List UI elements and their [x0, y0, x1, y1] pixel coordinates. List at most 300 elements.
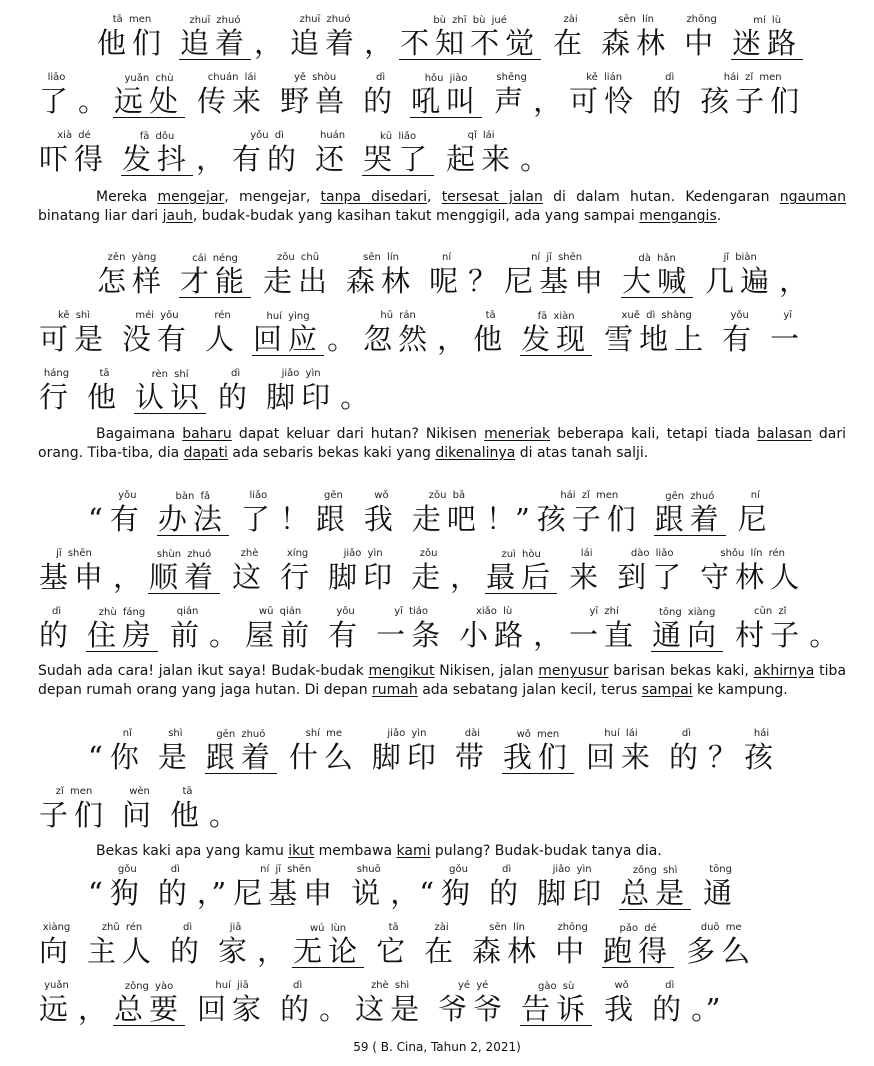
word [651, 980, 688, 1026]
word [315, 490, 352, 536]
hanzi: 多么 [686, 934, 757, 968]
hanzi: 我 [363, 502, 399, 536]
word [96, 14, 168, 60]
chinese-line [38, 548, 850, 594]
word [410, 548, 447, 594]
word [350, 864, 387, 910]
hanzi: 家 [218, 934, 254, 968]
pinyin: dì [230, 368, 241, 379]
hanzi: 跟着 [205, 740, 276, 774]
hanzi: 它 [376, 934, 412, 968]
hanzi: 迷路 [732, 26, 803, 60]
pinyin: bàn fǎ [175, 491, 211, 502]
hanzi: 中 [684, 26, 720, 60]
punctuation: ！ [279, 502, 309, 536]
hanzi: 总要 [114, 992, 185, 1026]
hanzi: 呢 [429, 264, 465, 298]
pinyin: hái [753, 728, 770, 739]
malay-paragraph [38, 188, 846, 226]
malay-text: barisan bekas kaki, [608, 663, 754, 679]
pinyin: chuán lái [207, 72, 257, 83]
hanzi: 忽然 [363, 322, 434, 356]
pinyin: gēn zhuó [216, 729, 266, 740]
pinyin: huí jiā [215, 980, 249, 991]
word [109, 728, 146, 774]
word [493, 72, 530, 118]
pinyin: zǒu [419, 548, 438, 559]
pinyin: zài [434, 922, 449, 933]
hanzi: 带 [454, 740, 490, 774]
punctuation: ， [78, 992, 108, 1026]
pinyin: hǒu jiào [424, 73, 468, 84]
malay-text: di dalam hutan. Kedengaran [542, 189, 780, 205]
pinyin: dì [665, 980, 675, 991]
pinyin: zuì hòu [501, 549, 541, 560]
word [651, 72, 688, 118]
word [232, 864, 339, 910]
word [204, 310, 241, 356]
pinyin: gēn zhuó [665, 491, 715, 502]
pinyin: yuǎn [44, 980, 69, 991]
word [38, 786, 110, 832]
word [38, 548, 110, 594]
pinyin: tā [485, 310, 496, 321]
hanzi: 声 [494, 84, 530, 118]
punctuation: ， [254, 26, 284, 60]
punctuation: ， [533, 618, 563, 652]
hanzi: 走出 [263, 264, 334, 298]
hanzi: 跑得 [603, 934, 674, 968]
pinyin: dì [681, 728, 692, 739]
malay-vocab-underlined: mengejar [157, 189, 225, 205]
hanzi: 追着 [290, 26, 361, 60]
pinyin: sēn lín [489, 922, 526, 933]
pinyin: gǒu [449, 864, 468, 875]
pinyin: kě shì [57, 310, 91, 321]
pinyin: zǒu bā [428, 490, 466, 501]
hanzi: 你 [109, 740, 145, 774]
hanzi: 起来 [446, 142, 517, 176]
word [603, 980, 640, 1026]
hanzi: 守林人 [700, 560, 806, 594]
hanzi: 认识 [135, 380, 206, 414]
hanzi: 的 [170, 934, 206, 968]
malay-text: di atas tanah salji. [515, 445, 649, 461]
pinyin: huí lái [604, 728, 638, 739]
word [38, 130, 110, 176]
hanzi: 跟着 [654, 502, 725, 536]
pinyin: xià dé [57, 130, 91, 141]
malay-text: Bekas kaki apa yang kamu [96, 843, 289, 859]
vocab-word-underlined [121, 131, 193, 176]
word [616, 548, 688, 594]
pinyin: wǒ [614, 980, 629, 991]
word [265, 368, 337, 414]
hanzi: 子们 [39, 798, 110, 832]
chinese-line [38, 980, 850, 1026]
pinyin: qǐ lái [467, 130, 495, 141]
pinyin: huí yìng [266, 311, 310, 322]
vocab-word-underlined [485, 549, 557, 594]
pinyin: gēn [323, 490, 343, 501]
punctuation: “ [88, 502, 103, 536]
word [157, 728, 194, 774]
malay-paragraph [38, 662, 846, 700]
hanzi: 这是 [355, 992, 426, 1026]
punctuation: ， [437, 322, 467, 356]
pinyin: yé yé [457, 980, 489, 991]
pinyin: duō me [700, 922, 742, 933]
punctuation: ， [196, 142, 226, 176]
word [362, 310, 434, 356]
malay-paragraph [38, 425, 846, 463]
hanzi: 吓得 [39, 142, 110, 176]
hanzi: 爷爷 [438, 992, 509, 1026]
hanzi: 走 [411, 560, 447, 594]
vocab-word-underlined [654, 491, 726, 536]
pinyin: dì [51, 606, 62, 617]
pinyin: tā men [112, 14, 152, 25]
word [314, 130, 351, 176]
word [362, 72, 399, 118]
malay-vocab-underlined: tersesat jalan [441, 189, 543, 205]
word [375, 606, 447, 652]
punctuation: “ [88, 876, 103, 910]
malay-text: Mereka [96, 189, 158, 205]
hanzi: 告诉 [521, 992, 592, 1026]
pinyin: jī shēn [56, 548, 92, 559]
vocab-word-underlined [292, 923, 364, 968]
malay-vocab-underlined: kami [396, 843, 431, 859]
pinyin: dì [665, 72, 675, 83]
word [121, 310, 193, 356]
hanzi: 怎样 [97, 264, 168, 298]
word [244, 606, 316, 652]
pinyin: jiǎo yìn [281, 368, 321, 379]
word [109, 864, 146, 910]
hanzi: 远 [39, 992, 75, 1026]
pinyin: hái zǐ men [560, 490, 619, 501]
hanzi: 的 [218, 380, 254, 414]
pinyin: cái néng [192, 253, 238, 264]
word [603, 310, 710, 356]
hanzi: 回应 [253, 322, 324, 356]
pinyin: dì [182, 922, 193, 933]
hanzi: 了 [39, 84, 75, 118]
word [472, 310, 509, 356]
hanzi: 森林 [346, 264, 417, 298]
word [699, 72, 806, 118]
hanzi: 了 [240, 502, 276, 536]
hanzi: 的 [652, 84, 688, 118]
pinyin: xiàng [42, 922, 71, 933]
word [279, 548, 316, 594]
pinyin: hái zǐ men [723, 72, 782, 83]
pinyin: mí lù [753, 15, 782, 26]
pinyin: hū rán [380, 310, 416, 321]
hanzi: 的 [39, 618, 75, 652]
word [734, 606, 806, 652]
malay-vocab-underlined: ngauman [779, 189, 847, 205]
word [554, 922, 591, 968]
pinyin: fā xiàn [537, 311, 575, 322]
hanzi: 回家 [197, 992, 268, 1026]
hanzi: 大喊 [622, 264, 693, 298]
hanzi: 的 [363, 84, 399, 118]
pinyin: zhù fáng [98, 607, 146, 618]
word [38, 72, 75, 118]
word [169, 606, 206, 652]
hanzi: 雪地上 [604, 322, 710, 356]
word [327, 548, 399, 594]
malay-vocab-underlined: tanpa disedari [320, 189, 427, 205]
word [568, 606, 640, 652]
pinyin: lái [580, 548, 593, 559]
vocab-word-underlined [502, 729, 574, 774]
malay-text: . [716, 208, 722, 224]
hanzi: 总是 [620, 876, 691, 910]
chinese-line [96, 14, 850, 60]
vocab-word-underlined [520, 981, 592, 1026]
pinyin: zhōng [557, 922, 588, 933]
malay-vocab-underlined: sampai [641, 682, 693, 698]
word [458, 606, 530, 652]
malay-text: beberapa kali, tetapi tiada [550, 426, 758, 442]
hanzi: 是 [157, 740, 193, 774]
hanzi: 顺着 [149, 560, 220, 594]
pinyin: yī zhí [589, 606, 619, 617]
vocab-word-underlined [362, 131, 434, 176]
pinyin: fā dǒu [139, 131, 175, 142]
hanzi: 的 [157, 876, 193, 910]
word [585, 728, 657, 774]
pinyin: yǒu dì [250, 130, 284, 141]
punctuation: ？ [468, 264, 498, 298]
pinyin: wú lùn [310, 923, 347, 934]
hanzi: 野兽 [280, 84, 351, 118]
hanzi: 的 [489, 876, 525, 910]
word [668, 728, 705, 774]
pinyin: ní jī shēn [260, 864, 312, 875]
word [217, 922, 254, 968]
malay-vocab-underlined: dikenalinya [435, 445, 516, 461]
hanzi: 屋前 [245, 618, 316, 652]
vocab-word-underlined [520, 311, 592, 356]
hanzi: 到了 [617, 560, 688, 594]
chinese-line [96, 252, 850, 298]
word [428, 252, 465, 298]
vocab-word-underlined [399, 15, 541, 60]
vocab-word-underlined [113, 73, 185, 118]
word [169, 922, 206, 968]
word [363, 490, 400, 536]
pinyin: rèn shí [151, 369, 189, 380]
vocab-word-underlined [205, 729, 277, 774]
word [536, 490, 643, 536]
word [423, 922, 460, 968]
pinyin: wū qián [258, 606, 302, 617]
hanzi: 有的 [232, 142, 303, 176]
pinyin: zhǔ rén [101, 922, 143, 933]
malay-text: Sudah ada cara! jalan ikut saya! Budak-budak [38, 663, 369, 679]
hanzi: 才能 [180, 264, 251, 298]
pinyin: zǒng yào [124, 981, 174, 992]
pinyin: yǒu [118, 490, 137, 501]
pinyin: jiǎo yìn [343, 548, 383, 559]
hanzi: 有 [722, 322, 758, 356]
pinyin: ní jī shēn [531, 252, 583, 263]
word [683, 14, 720, 60]
pinyin: zǒng shì [632, 865, 678, 876]
word [38, 310, 110, 356]
hanzi: 行 [280, 560, 316, 594]
punctuation: 。 [327, 322, 357, 356]
hanzi: 没有 [122, 322, 193, 356]
word [721, 310, 758, 356]
hanzi: 基申 [39, 560, 110, 594]
punctuation: ， [533, 84, 563, 118]
pinyin: gào sù [537, 981, 575, 992]
chinese-line [38, 606, 850, 652]
hanzi: 还 [315, 142, 351, 176]
word [86, 368, 123, 414]
vocab-word-underlined [252, 311, 324, 356]
chinese-line [38, 130, 850, 176]
pinyin: jiā [229, 922, 242, 933]
hanzi: 孩子们 [700, 84, 806, 118]
word [96, 252, 168, 298]
pinyin: dà hǎn [638, 253, 676, 264]
chinese-line [38, 922, 850, 968]
pinyin: rén [214, 310, 231, 321]
hanzi: 这 [232, 560, 268, 594]
hanzi: 狗 [109, 876, 145, 910]
pinyin: ní [442, 252, 452, 263]
pinyin: zài [563, 14, 578, 25]
hanzi: 一条 [376, 618, 447, 652]
pinyin: sēn lín [363, 252, 399, 263]
chinese-line [38, 368, 850, 414]
pinyin: wǒ [374, 490, 389, 501]
vocab-word-underlined [86, 607, 158, 652]
hanzi: 中 [555, 934, 591, 968]
malay-text: binatang liar dari [38, 208, 163, 224]
word [231, 548, 268, 594]
pinyin: huán [319, 130, 346, 141]
hanzi: 我 [604, 992, 640, 1026]
hanzi: 行 [39, 380, 75, 414]
word [375, 922, 412, 968]
hanzi: 向 [39, 934, 75, 968]
pinyin: méi yǒu [135, 310, 179, 321]
hanzi: 无论 [293, 934, 364, 968]
word [371, 728, 443, 774]
word [568, 548, 605, 594]
punctuation: ？ [707, 740, 737, 774]
chinese-line [38, 310, 850, 356]
hanzi: 问 [122, 798, 158, 832]
hanzi: 主人 [87, 934, 158, 968]
pinyin: pǎo dé [619, 923, 657, 934]
malay-text: pulang? Budak-budak tanya dia. [430, 843, 662, 859]
pinyin: zhè shì [370, 980, 410, 991]
punctuation: 。 [809, 618, 839, 652]
word [121, 786, 158, 832]
punctuation: ，” [196, 876, 227, 910]
word [196, 72, 268, 118]
vocab-word-underlined [731, 15, 803, 60]
pinyin: jǐ biàn [723, 252, 757, 263]
word [217, 368, 254, 414]
hanzi: 的 [652, 992, 688, 1026]
hanzi: 狗 [441, 876, 477, 910]
malay-text: Bagaimana [96, 426, 183, 442]
pinyin: yǒu [730, 310, 749, 321]
pinyin: zěn yàng [107, 252, 157, 263]
hanzi: 脚印 [266, 380, 337, 414]
pinyin: yǒu [336, 606, 355, 617]
malay-vocab-underlined: akhirnya [753, 663, 815, 679]
word [536, 864, 608, 910]
pinyin: yuǎn chù [124, 73, 174, 84]
pinyin: liǎo [249, 490, 268, 501]
word [288, 728, 360, 774]
pinyin: shí me [305, 728, 343, 739]
word [437, 980, 509, 1026]
word [704, 252, 776, 298]
malay-text: ada sebatang jalan kecil, terus [417, 682, 642, 698]
word [699, 548, 806, 594]
page-footer: 59 ( B. Cina, Tahun 2, 2021) [353, 1040, 521, 1054]
malay-vocab-underlined: balasan [757, 426, 812, 442]
hanzi: 脚印 [537, 876, 608, 910]
word [440, 864, 477, 910]
malay-text: membawa [314, 843, 397, 859]
word [86, 922, 158, 968]
word [38, 980, 75, 1026]
hanzi: 的 [280, 992, 316, 1026]
malay-vocab-underlined: ikut [288, 843, 315, 859]
pinyin: xiǎo lù [475, 606, 513, 617]
hanzi: 住房 [87, 618, 158, 652]
punctuation: ！” [485, 502, 530, 536]
punctuation: ，“ [390, 876, 435, 910]
malay-text: dapat keluar dari hutan? Nikisen [231, 426, 485, 442]
malay-text: dari orang. Tiba-tiba, dia [38, 426, 847, 461]
pinyin: dì [170, 864, 180, 875]
word [109, 490, 146, 536]
word [454, 728, 491, 774]
pinyin: zhuī zhuó [189, 15, 241, 26]
pinyin: dào liǎo [630, 548, 674, 559]
chinese-line [38, 786, 850, 832]
hanzi: 在 [553, 26, 589, 60]
punctuation: 。 [340, 380, 370, 414]
pinyin: shǒu lín rén [720, 548, 785, 559]
pinyin: cūn zǐ [753, 606, 787, 617]
hanzi: 脚印 [328, 560, 399, 594]
vocab-word-underlined [410, 73, 482, 118]
hanzi: 他们 [97, 26, 168, 60]
pinyin: dì [293, 980, 303, 991]
pinyin: ní [750, 490, 760, 501]
hanzi: 哭了 [363, 142, 434, 176]
punctuation: 。 [209, 798, 239, 832]
pinyin: yī tiáo [394, 606, 429, 617]
hanzi: 他 [87, 380, 123, 414]
hanzi: 回来 [585, 740, 656, 774]
pinyin: yě shòu [293, 72, 337, 83]
